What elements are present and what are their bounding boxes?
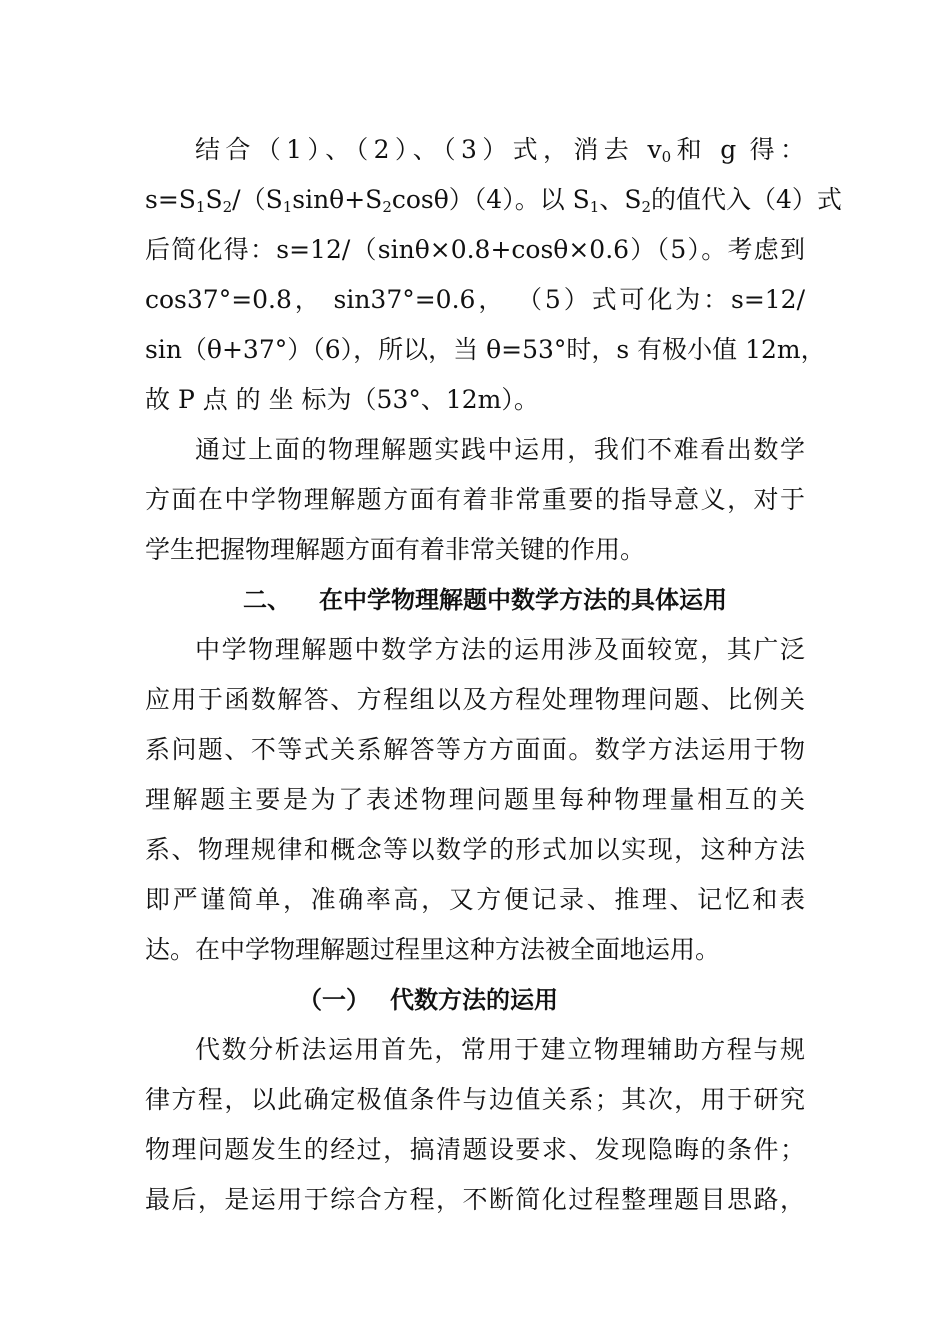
paragraph-1-line-4: cos37°=0.8， sin37°=0.6， （5）式可化为：s=12/ (145, 285, 805, 314)
text-run: sinθ+S (292, 185, 383, 214)
paragraph-3-line-6: 即严谨简单，准确率高，又方便记录、推理、记忆和表 (145, 885, 805, 914)
subsection-title: 代数方法的运用 (390, 986, 558, 1014)
text-run: S (205, 185, 223, 214)
paragraph-2-line-1: 通过上面的物理解题实践中运用，我们不难看出数学 (195, 435, 805, 464)
paragraph-1-line-6: 故 P 点 的 坐 标为（53°、12m）。 (145, 385, 539, 414)
subscript: 1 (282, 197, 293, 216)
paragraph-3-line-1: 中学物理解题中数学方法的运用涉及面较宽，其广泛 (195, 635, 805, 664)
paragraph-1-line-2 (145, 180, 842, 220)
paragraph-2-line-2: 方面在中学物理解题方面有着非常重要的指导意义，对于 (145, 485, 805, 514)
text-run: 和 g 得： (671, 135, 805, 164)
section-number: 二、 (243, 586, 291, 614)
paragraph-4-line-1: 代数分析法运用首先，常用于建立物理辅助方程与规 (195, 1035, 805, 1064)
paragraph-3-line-7: 达。在中学物理解题过程里这种方法被全面地运用。 (145, 935, 721, 964)
paragraph-2-line-3: 学生把握物理解题方面有着非常关键的作用。 (145, 535, 646, 564)
paragraph-3-line-4: 理解题主要是为了表述物理问题里每种物理量相互的关 (145, 785, 805, 814)
text-run: /（S (232, 185, 283, 214)
subscript: 2 (382, 197, 392, 216)
paragraph-3-line-5: 系、物理规律和概念等以数学的形式加以实现，这种方法 (145, 835, 805, 864)
subsection-heading-1 (298, 980, 698, 1020)
text-run: 的值代入（4）式 (651, 185, 842, 214)
text-run: s=S (145, 185, 196, 214)
paragraph-3-line-3: 系问题、不等式关系解答等方方面面。数学方法运用于物 (145, 735, 805, 764)
paragraph-1-line-3: 后简化得：s=12/（sinθ×0.8+cosθ×0.6）（5）。考虑到 (145, 235, 805, 264)
subscript: 1 (589, 197, 600, 216)
subscript: 2 (222, 197, 233, 216)
paragraph-1-line-5: sin（θ+37°）（6），所以，当 θ=53°时，s 有极小值 12m， (145, 335, 826, 364)
paragraph-4-line-3: 物理问题发生的经过，搞清题设要求、发现隐晦的条件； (145, 1135, 805, 1164)
paragraph-4-line-2: 律方程，以此确定极值条件与边值关系；其次，用于研究 (145, 1085, 805, 1114)
text-run: 结合（1）、（2）、（3）式，消去 v (195, 135, 662, 164)
section-heading-2 (243, 580, 763, 620)
subscript: 0 (661, 147, 672, 166)
subscript: 2 (641, 197, 652, 216)
paragraph-1-line-1 (195, 130, 805, 170)
subscript: 1 (195, 197, 206, 216)
paragraph-4-line-4: 最后，是运用于综合方程，不断简化过程整理题目思路， (145, 1185, 805, 1214)
text-run: cosθ）（4）。以 S (391, 185, 590, 214)
section-title: 在中学物理解题中数学方法的具体运用 (319, 586, 727, 614)
subsection-number: （一） (298, 986, 370, 1014)
paragraph-3-line-2: 应用于函数解答、方程组以及方程处理物理问题、比例关 (145, 685, 805, 714)
text-run: 、S (599, 185, 642, 214)
